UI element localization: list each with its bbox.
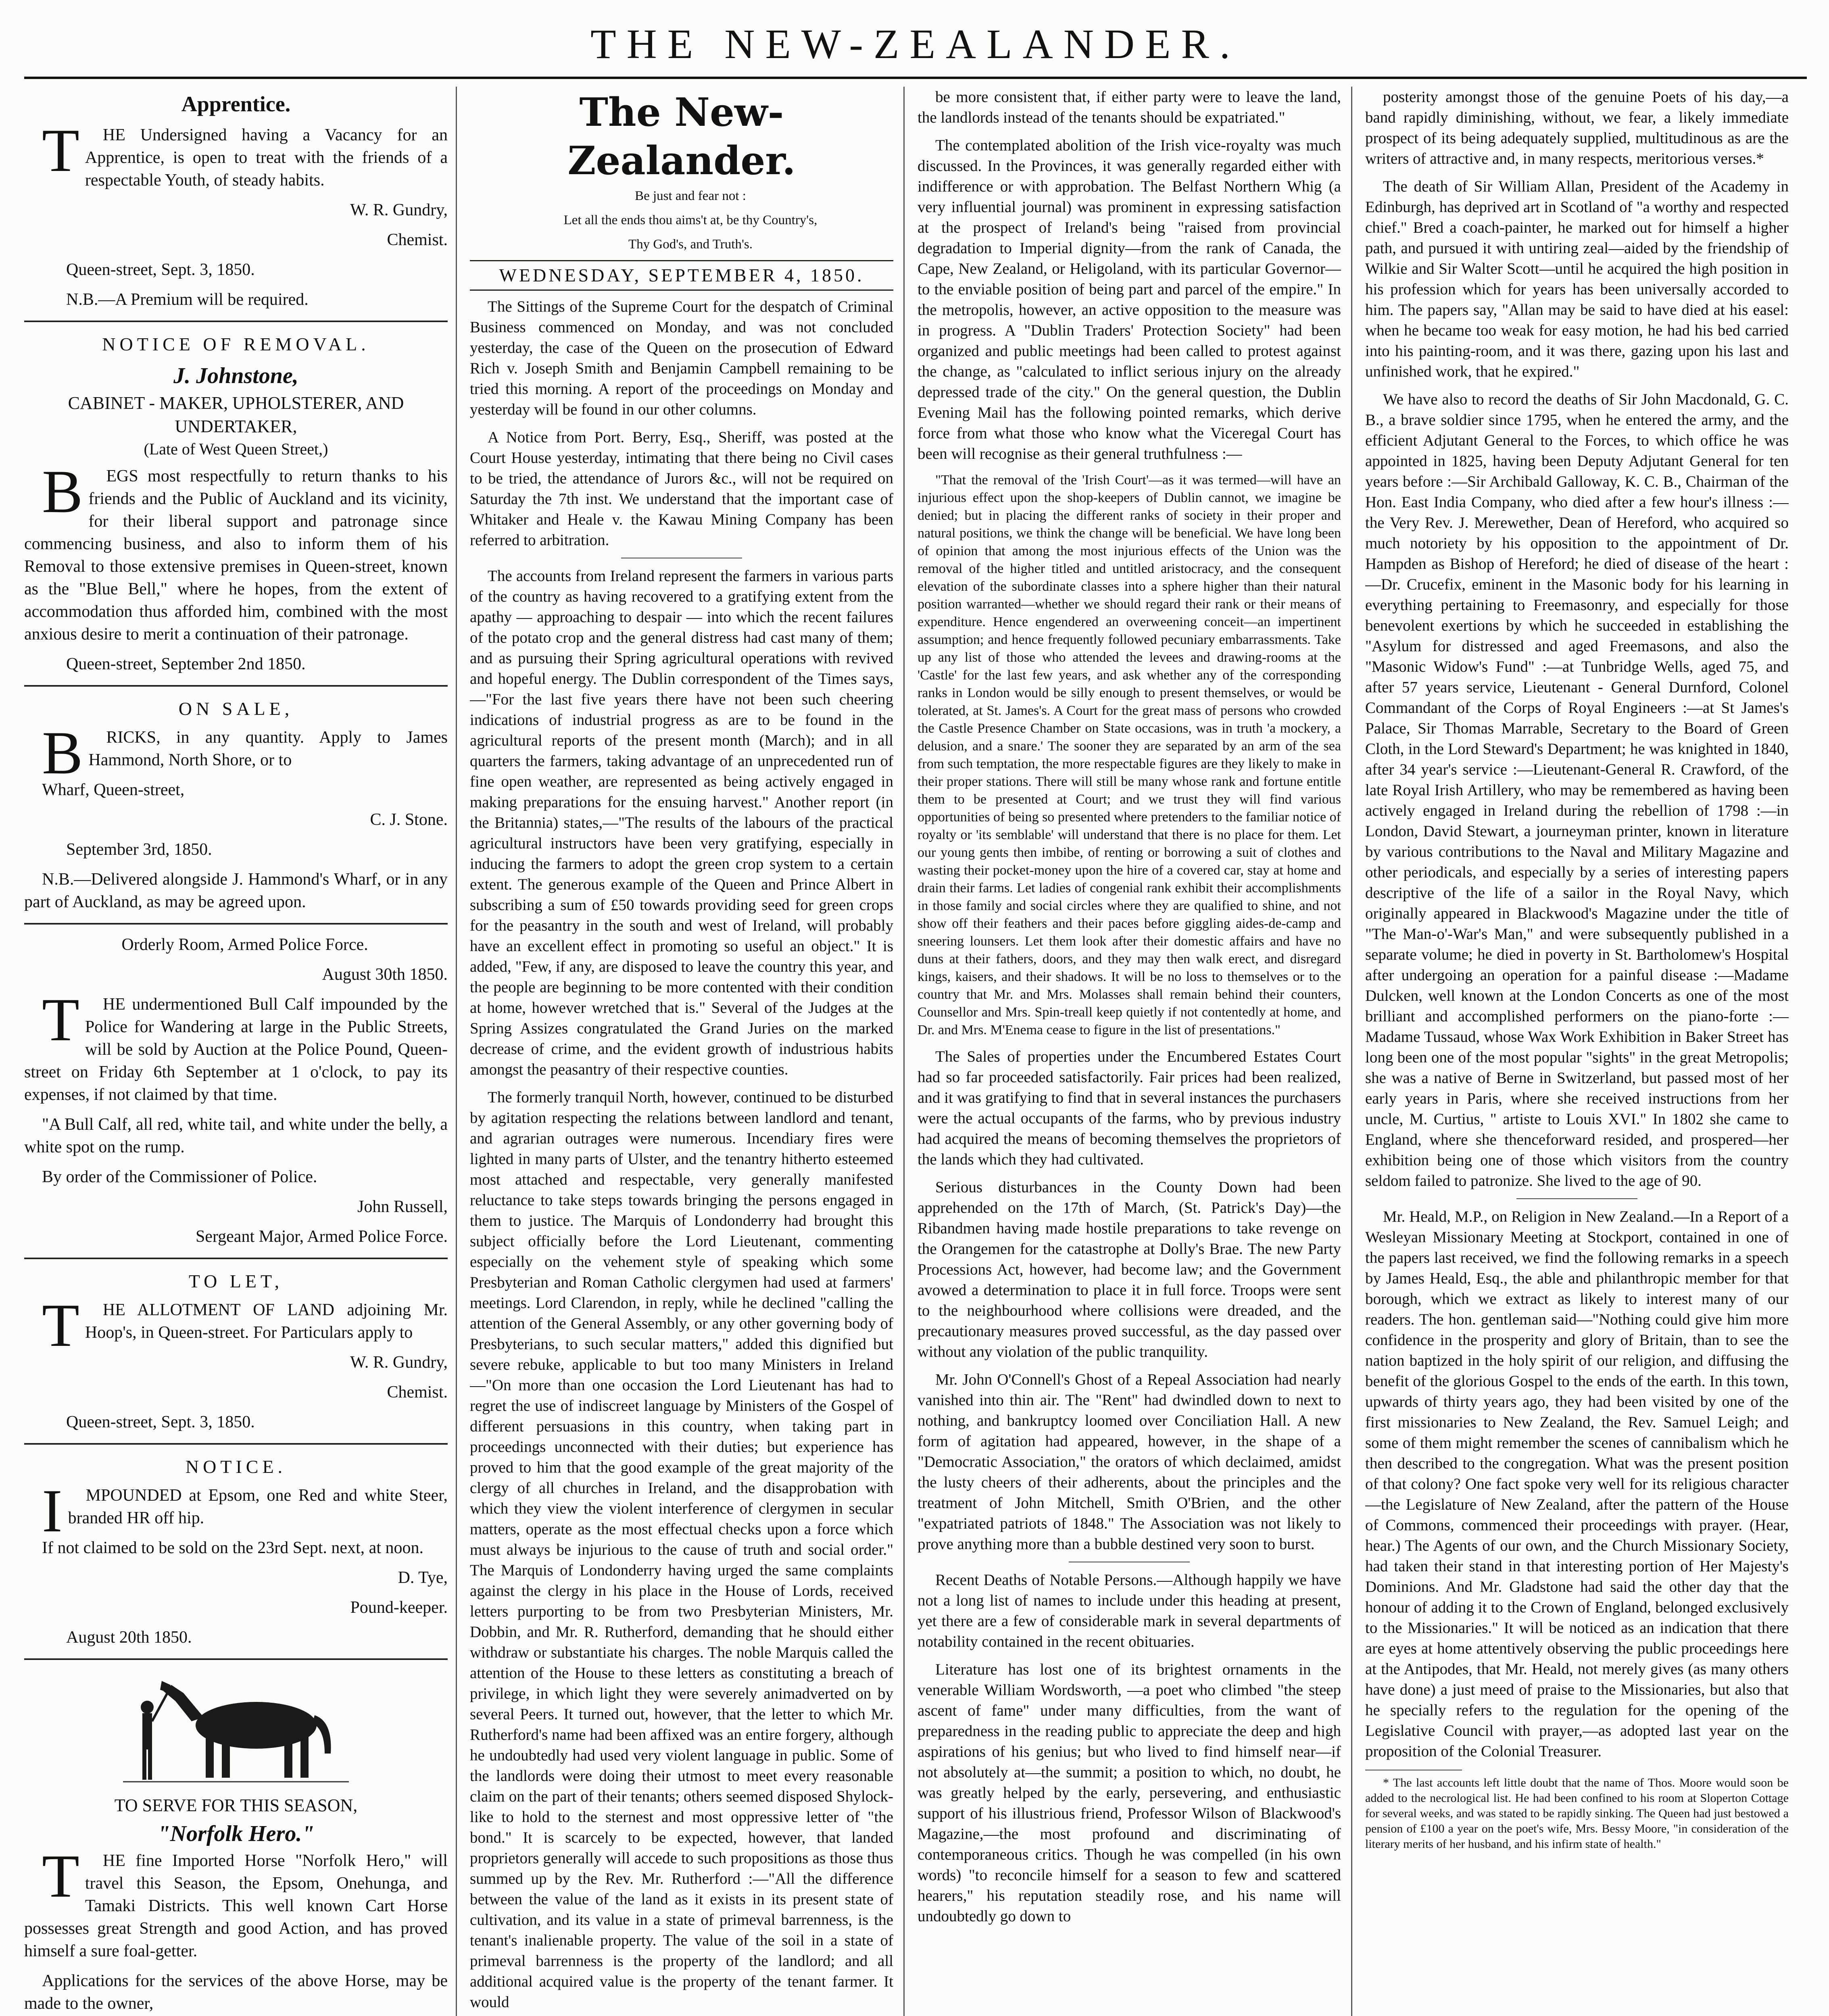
drop-cap: T bbox=[42, 986, 79, 1054]
ad-title: ON SALE, bbox=[178, 698, 294, 719]
drop-cap: T bbox=[42, 117, 79, 184]
ad-title: Apprentice. bbox=[181, 92, 291, 116]
ad-body bbox=[24, 1291, 448, 1359]
article-paragraph: The Sittings of the Supreme Court for the despatch of Criminal Business commenced on Monday, and was not concluded yesterday, the case of the Queen on the prosecution of Edward Rich v. Joseph Smith and Benjamin Campbell remaining to be tried this morning. A report of the proceedings on Monday and yesterday will be found in our other columns. bbox=[470, 298, 893, 418]
motto-line: Be just and fear not : bbox=[635, 189, 746, 203]
ad-trade: CABINET - MAKER, UPHOLSTERER, AND UNDERTAKER, bbox=[68, 393, 404, 436]
ad-title: NOTICE. bbox=[185, 1456, 287, 1477]
section-rule bbox=[1516, 1198, 1637, 1199]
ad-body bbox=[24, 1842, 448, 1962]
article-paragraph: Mr. Heald, M.P., on Religion in New Zealand.—In a Report of a Wesleyan Missionary Meeting at Stockport, contained in one of the papers last received, we find the following remarks in a speech by James Heald, Esq., the able and philanthropic member for that borough, which we extract as likely to interest many of our readers. The hon. gentleman said—"Nothing could give him more confidence in the prosperity and glory of Britain, than to see the nation baptized in the holy spirit of our religion, and diffusing the benefit of the glorious Gospel to the ends of the earth. In this town, upwards of thirty years ago, they had been visited by one of the first missionaries to New Zealand, the Rev. Samuel Leigh; and some of them might remember the scenes of cannibalism which he then described to the congregation. What was the present position of that colony? One fact spoke very well for its religious character—the Legislature of New Zealand, after the pattern of the House of Commons, commenced their proceedings with prayer. (Hear, hear.) The Agents of our own, and the Church Missionary Society, had taken their stand in that interesting portion of Her Majesty's Dominions. And Mr. Gladstone had said the other day that the honour of adding it to the Crown of England, belonged exclusively to the Missionaries." It will be noticed as an indication that there are eyes at home attentively observing the public proceedings here at the Antipodes, that Mr. Heald, not merely gives (as many others have done) a just meed of praise to the Missionaries, but also that he specially refers to the regulation for the opening of the Legislative Council with prayer,—as adopted last year on the proposition of the Colonial Treasurer. bbox=[1365, 1208, 1789, 1760]
ad-date: Queen-street, September 2nd 1850. bbox=[66, 655, 306, 673]
ad-note: N.B.—Delivered alongside J. Hammond's Wharf, or in any part of Auckland, as may be agreed upon. bbox=[24, 870, 448, 911]
ad-text: HE ALLOTMENT OF LAND adjoining Mr. Hoop's, in Queen-street. For Particulars apply to bbox=[85, 1301, 448, 1342]
drop-cap: B bbox=[42, 719, 83, 787]
ad-body bbox=[24, 1477, 448, 1545]
article-paragraph: The contemplated abolition of the Irish vice-royalty was much discussed. In the Provinces, it was generally regarded either with indifference or with approbation. The Belfast Northern Whig (a very influential journal) was prominent in expressing satisfaction at the prospect of Ireland's being "raised from provincial degradation to Imperial dignity—from the rank of Canada, the Cape, New Zealand, or Heligoland, with its particular Governor—to the enviable position of being part and parcel of the empire." In the metropolis, however, an active opposition to the measure was in progress. A "Dublin Traders' Protection Society" had been organized and public meetings had been called to protest against the change, as "calculated to inflict serious injury on the already depressed trade of the city." On the general question, the Dublin Evening Mail has the following pointed remarks, which derive force from what those who know what the Viceregal Court has been will recognise as their general truthfulness :— bbox=[918, 137, 1341, 462]
ad-police bbox=[24, 933, 448, 1248]
ad-body bbox=[24, 117, 448, 192]
ad-stallion bbox=[24, 1669, 448, 2016]
ad-order: By order of the Commissioner of Police. bbox=[42, 1168, 317, 1186]
ad-date: August 20th 1850. bbox=[66, 1628, 192, 1647]
footnote: * The last accounts left little doubt that the name of Thos. Moore would soon be added to the necrological list. He had been confined to his room at Sloperton Cottage for several weeks, and was stated to be rapidly sinking. The Queen had just bestowed a pension of £100 a year on the poet's wife, Mrs. Bessy Moore, "in consideration of the literary merits of her husband, and his infirm state of health." bbox=[1365, 1776, 1789, 1851]
article-paragraph: We have also to record the deaths of Sir John Macdonald, G. C. B., a brave soldier since 1795, when he entered the army, and the efficient Adjutant General to the Forces, to which office he was appointed in 1825, having been Deputy Adjutant General for ten years before :—Sir Archibald Galloway, K. C. B., Chairman of the Hon. East India Company, who died after a few hour's illness :—the Very Rev. J. Merewether, Dean of Hereford, who acquired so much notoriety by his opposition to the appointment of Dr. Hampden as Bishop of Hereford; he died of disease of the heart :—Dr. Crucefix, eminent in the Masonic body for his learning in everything pertaining to Freemasonry, and especially for those benevolent exertions by which he succeeded in establishing the "Asylum for distressed and aged Freemasons, and also the "Masonic Widow's Fund" :—at Tunbridge Wells, aged 75, and after 57 years service, Lieutenant - General Durnford, Colonel Commandant of the Corps of Royal Engineers :—at St James's Palace, Sir Thomas Marrable, Secretary to the Board of Green Cloth, in the Lord Steward's Department; he was knighted in 1840, after 34 year's service :—Lieutenant-General R. Crawford, of the late Royal Irish Artillery, who may be remembered as having been actively engaged in Ireland during the rebellion of 1798 :—in London, David Stewart, a journeyman printer, known in literature by various contributions to the Naval and Military Magazine and other periodicals, and especially by a series of interesting papers descriptive of the life of a sailor in the Royal Navy, which originally appeared in Blackwood's Magazine under the title of "The Man-o'-War's Man," and were subsequently published in a separate volume; he died in poverty in St. Bartholomew's Hospital after undergoing an operation for a painful disease :—Madame Dulcken, well known at the London Concerts as one of the most brilliant and accomplished performers on the piano-forte :—Madame Tussaud, whose Wax Work Exhibition in Baker Street has long been one of the most popular "sights" in the great Metropolis; she was a native of Berne in Switzerland, but passed most of her early years in Paris, where she received instructions from her uncle, M. Curtius, " artiste to Louis XVI." In 1802 she came to England, where she thenceforward resided, and prospered—her exhibition being one of those which visitors from the country seldom failed to patronize. She lived to the age of 90. bbox=[1365, 391, 1789, 1189]
ad-signature: W. R. Gundry, bbox=[350, 201, 448, 219]
ad-body-2: If not claimed to be sold on the 23rd Sept. next, at noon. bbox=[42, 1539, 423, 1557]
ad-body bbox=[24, 719, 448, 787]
ad-signature: C. J. Stone. bbox=[370, 810, 448, 829]
paper-title: The New-Zealander. bbox=[567, 90, 796, 183]
section-rule bbox=[24, 1443, 448, 1445]
article-paragraph: The accounts from Ireland represent the farmers in various parts of the country as having recovered to a gratifying extent from the apathy — approaching to despair — into which the recent failures of the potato crop and the general distress had cast many of them; and as pursuing their Spring agricultural operations with revived and hopeful energy. The Dublin correspondent of the Times says,—"For the last five years there have not been such cheering indications of industrial progress as are to be found in the agricultural reports of the present month (March); and in all quarters the farmers, taking advantage of an unprecedented run of fine open weather, are represented as being actively engaged in making preparations for the ensuing harvest." Another report (in the Britannia) states,—"The results of the labours of the practical agricultural instructors have been very gratifying, especially in inducing the farmers to adopt the green crop system to a certain extent. The generous example of the Queen and Prince Albert in subscribing a sum of £50 towards providing seed for green crops for the peasantry in the south and west of Ireland, will probably have an excellent effect in promoting so useful an object." It is added, "Few, if any, are disposed to leave the country this year, and the people are beginning to be more contented with their condition at home, however wretched that is." Several of the Judges at the Spring Assizes congratulated the Grand Juries on the marked decrease of crime, and the evident growth of industrious habits amongst the peasantry of their respective counties. bbox=[470, 567, 893, 1078]
ad-signature-role: Sergeant Major, Armed Police Force. bbox=[195, 1227, 448, 1246]
ad-signature: D. Tye, bbox=[398, 1568, 448, 1587]
column-news bbox=[918, 87, 1341, 2016]
ad-title: TO LET, bbox=[188, 1271, 284, 1291]
ad-text: RICKS, in any quantity. Apply to James Hammond, North Shore, or to bbox=[88, 728, 448, 769]
ad-signature-role: Chemist. bbox=[387, 1383, 448, 1402]
article-paragraph: Recent Deaths of Notable Persons.—Although happily we have not a long list of names to include under this heading at present, yet there are a few of considerable mark in several departments of notability contained in the recent obituaries. bbox=[918, 1571, 1341, 1650]
column-divider bbox=[1351, 87, 1352, 2016]
ad-notice-impounded bbox=[24, 1454, 448, 1649]
ad-removal bbox=[24, 331, 448, 675]
ad-text: HE Undersigned having a Vacancy for an Apprentice, is open to treat with the friends of a respectable Youth, of steady habits. bbox=[85, 126, 448, 190]
ad-body bbox=[24, 986, 448, 1106]
ad-body bbox=[24, 458, 448, 646]
ad-former-address: (Late of West Queen Street,) bbox=[144, 440, 328, 458]
ad-signature: John Russell, bbox=[357, 1198, 448, 1216]
ad-date: September 3rd, 1850. bbox=[66, 840, 212, 859]
horse-illustration bbox=[123, 1669, 349, 1790]
ad-signature-role: Chemist. bbox=[387, 231, 448, 249]
article-paragraph: The formerly tranquil North, however, continued to be disturbed by agitation respecting the relations between landlord and tenant, and agrarian outrages were numerous. Incendiary fires were lighted in many parts of Ulster, and the tenantry hitherto esteemed most attached and respectable, very generally manifested reluctance to take steps towards bringing the persons engaged in them to justice. The Marquis of Londonderry had brought this subject officially before the Lord Lieutenant, commenting especially on the vehement style of speaking which some Presbyterian and Roman Catholic clergymen had used at farmers' meetings. Lord Clarendon, in reply, while he declined "calling the attention of the General Assembly, or any other governing body of Presbyterians, to such secular matters," added this dignified but severe rebuke, applicable to but too many Ministers in Ireland —"On more than one occasion the Lord Lieutenant has had to regret the use of indiscreet language by Ministers of the Gospel of different persuasions in this country, when taking part in proceedings unconnected with their duties; but experience has proved to him that the good example of the great majority of the clergy of all churches in Ireland, and the disapprobation with which they view the violent interference of clergymen in secular matters, operate as the most effectual checks upon a force which must always be injurious to the cause of truth and social order." The Marquis of Londonderry having urged the same complaints against the clergy in his place in the House of Lords, received letters purporting to be from two Presbyterian Ministers, Mr. Dobbin, and Mr. R. Rutherford, demanding that he should either withdraw or substantiate his charges. The noble Marquis called the attention of the House to these letters as constituting a breach of privilege, in which light they were severely animadverted on by several Peers. It turned out, however, that the letter to which Mr. Rutherford's name had been affixed was an entire forgery, although he undoubtedly had used very violent language in public. Some of the landlords were doing their utmost to meet every reasonable claim on the part of their tenants; others seemed disposed Shylock-like to hold to the sternest and most oppressive letter of "the bond." It is scarcely to be expected, however, that landed proprietors generally will accede to such propositions as those thus summed up by the Rev. Mr. Rutherford :—"All the difference between the value of the land as it exists in its present state of cultivation, and its value in a state of primeval barrenness, is the tenant's inalienable property. The value of the soil in a state of primeval barrenness is the property of the landlord; and all additional acquired value is the property of the tenant farmer. It would bbox=[470, 1089, 893, 2011]
ad-horse-name: "Norfolk Hero." bbox=[157, 1821, 315, 1846]
article-paragraph: Literature has lost one of its brightest ornaments in the venerable William Wordsworth, —a poet who climbed "the steep ascent of fame" under many difficulties, from the want of preparedness in the reading public to appreciate the deep and high aspirations of his genius; but who lived to find himself near—if not absolutely at—the summit; a position to which, no doubt, he was greatly helped by the early, persevering, and enthusiastic support of his illustrious friend, Professor Wilson of Blackwood's Magazine,—the most profound and discriminating of contemporaneous critics. Though he was compelled (in his own words) "to reconcile himself for a season to few and scattered hearers," his reputation steadily rose, and his name will undoubtedly go down to bbox=[918, 1661, 1341, 1925]
ad-office: Orderly Room, Armed Police Force. bbox=[121, 935, 368, 954]
ad-name: J. Johnstone, bbox=[173, 363, 298, 388]
section-rule bbox=[24, 1258, 448, 1259]
ad-text: EGS most respectfully to return thanks to his friends and the Public of Auckland and its vicinity, for their liberal support and patronage since commencing business, and also to inform them of his Removal to those extensive premises in Queen-street, known as the "Blue Bell," where he hopes, from the extent of accommodation thus afforded him, combined with the most anxious desire to merit a continuation of their patronage. bbox=[24, 467, 448, 644]
motto-line: Thy God's, and Truth's. bbox=[628, 237, 753, 252]
column-obituaries bbox=[1365, 87, 1789, 2016]
article-paragraph: The Sales of properties under the Encumbered Estates Court had so far proceeded satisfactorily. Fair prices had been realized, and it was gratifying to find that in several instances the purchasers were the actual occupants of the farms, who by previous industry had acquired the means of becoming themselves the proprietors of the lands which they had cultivated. bbox=[918, 1048, 1341, 1168]
section-rule bbox=[24, 685, 448, 687]
article-paragraph: The death of Sir William Allan, President of the Academy in Edinburgh, has deprived art in Scotland of "a worthy and respected chief." Bred a coach-painter, he marked out for himself a higher path, and pursued it with untiring zeal—aided by the friendship of Wilkie and Sir Walter Scott—until he acquired the high position in his profession which for years has been universally accorded to him. The papers say, "Allan may be said to have died at his easel: when he became too weak for easy motion, he had his bed carried into his painting-room, and it was there, gazing upon his last and unfinished work, that he expired." bbox=[1365, 178, 1789, 380]
masthead: THE NEW-ZEALANDER. bbox=[590, 21, 1241, 67]
ad-text: MPOUNDED at Epsom, one Red and white Steer, branded HR off hip. bbox=[68, 1486, 448, 1527]
column-advertisements bbox=[24, 87, 448, 2016]
issue-date: WEDNESDAY, SEPTEMBER 4, 1850. bbox=[470, 260, 893, 291]
ad-note: N.B.—A Premium will be required. bbox=[66, 290, 309, 309]
ad-item: "A Bull Calf, all red, white tail, and white under the belly, a white spot on the rump. bbox=[24, 1115, 448, 1156]
drop-cap: T bbox=[42, 1291, 79, 1359]
ad-heading: TO SERVE FOR THIS SEASON, bbox=[114, 1795, 358, 1815]
ad-sale bbox=[24, 696, 448, 913]
ad-body-2: Applications for the services of the above Horse, may be made to the owner, bbox=[24, 1972, 448, 2013]
drop-cap: I bbox=[42, 1477, 63, 1545]
ad-title: NOTICE OF REMOVAL. bbox=[102, 334, 370, 354]
article-paragraph: posterity amongst those of the genuine Poets of his day,—a band rapidly diminishing, without, we fear, a likely immediate prospect of its being adequately supplied, multitudinous as are the writers of attractive and, in many respects, meritorious verses.* bbox=[1365, 88, 1789, 167]
section-rule bbox=[24, 923, 448, 925]
article-paragraph: Mr. John O'Connell's Ghost of a Repeal Association had nearly vanished into thin air. The "Rent" had dwindled down to next to nothing, and bankruptcy loomed over Conciliation Hall. A new form of agitation had appeared, however, in the shape of a "Democratic Association," the orators of which declaimed, amidst the lusty cheers of their adherents, about the principles and the treatment of John Mitchell, Smith O'Brien, and the other "expatriated patriots of 1848." The Association was not likely to prove anything more than a bubble destined very soon to burst. bbox=[918, 1371, 1341, 1553]
section-rule bbox=[24, 321, 448, 322]
motto-line: Let all the ends thou aims't at, be thy Country's, bbox=[563, 213, 818, 227]
ad-apprentice bbox=[24, 90, 448, 311]
column-divider bbox=[456, 87, 457, 2016]
article-paragraph: Serious disturbances in the County Down had been apprehended on the 17th of March, (St. Patrick's Day)—the Ribandmen having made hostile preparations to take revenge on the Orangemen for the catastrophe at Dolly's Brae. The new Party Processions Act, however, had become law; and the Government avowed a determination to place it in full force. Troops were sent to the neighbourhood where collisions were dreaded, and the precautionary measures proved successful, as the day passed over without any violation of the public tranquility. bbox=[918, 1179, 1341, 1360]
masthead-rule bbox=[24, 77, 1807, 79]
quoted-extract: "That the removal of the 'Irish Court'—as it was termed—will have an injurious effect upon the shop-keepers of Dublin cannot, we imagine be denied; but in placing the different ranks of society in their proper and natural positions, we think the change will be beneficial. We have long been of opinion that among the most injurious effects of the Union was the removal of the higher titled and untitled aristocracy, and the consequent elevation of the subordinate classes into a sphere higher than their natural position warranted—whether we should regard their rank or their means of expenditure. Hence engendered an overweening conceit—an impertinent assumption; and hence frequently followed pecuniary embarrassments. Take up any list of those who attended the levees and drawing-rooms at the 'Castle' for the last few years, and ask whether any of the corresponding ranks in London would be silly enough to present themselves, or would be tolerated, at St. James's. A Court for the great mass of persons who crowded the Castle Presence Chamber on State occasions, was in truth 'a mockery, a delusion, and a snare.' The sooner they are separated by an arm of the sea from such temptation, the more respectable figures are they likely to make in their proper stations. There will still be many whose rank and fortune entitle them to be presented at Court; and we trust they will find various opportunities of being so presented where pretenders to the familiar notice of royalty or 'its semblable' will understand that there is no place for them. Let our young gents then imbibe, of renting or borrowing a suit of clothes and wasting their pocket-money upon the hire of a covered car, stay at home and drain their farms. Let ladies of congenial rank exhibit their accomplishments in those family and social circles where they are qualified to shine, and not show off their feathers and their paces before giggling aides-de-camp and sneering lounsers. Let them look after their domestic affairs and have no duns at their fathers, doors, and they may then walk erect, and disregard kings, kaisers, and their shadows. It will be no loss to themselves or to the country that Mr. and Mrs. Molasses shall remain behind their counters, Counsellor and Mrs. Spin-treall keep quietly if not contentedly at home, and Dr. and Mrs. M'Enema cease to figure in the list of presentations." bbox=[918, 473, 1341, 1037]
ad-date: Queen-street, Sept. 3, 1850. bbox=[66, 260, 255, 279]
ad-to-let bbox=[24, 1268, 448, 1433]
ad-date: Queen-street, Sept. 3, 1850. bbox=[66, 1413, 255, 1431]
column-editorial bbox=[470, 87, 893, 2016]
ad-signature: W. R. Gundry, bbox=[350, 1353, 448, 1372]
ad-text: HE fine Imported Horse "Norfolk Hero," will travel this Season, the Epsom, Onehunga, and Tamaki Districts. This well known Cart Horse possesses great Strength and good Action, and has proved himself a sure foal-getter. bbox=[24, 1851, 448, 1960]
drop-cap: B bbox=[42, 458, 83, 525]
ad-signature-role: Pound-keeper. bbox=[350, 1598, 448, 1617]
ad-line: Wharf, Queen-street, bbox=[42, 781, 185, 799]
drop-cap: T bbox=[42, 1842, 79, 1910]
article-paragraph: A Notice from Port. Berry, Esq., Sheriff, was posted at the Court House yesterday, intimating that there being no Civil cases to be tried, the attendance of Jurors &c., will not be required on Saturday the 7th inst. We understand that the important case of Whitaker and Heale v. the Kawau Mining Company has been referred to arbitration. bbox=[470, 429, 893, 549]
ad-date: August 30th 1850. bbox=[322, 965, 448, 984]
article-paragraph: be more consistent that, if either party were to leave the land, the landlords instead of the tenants should be expatriated." bbox=[918, 88, 1341, 126]
column-divider bbox=[903, 87, 905, 2016]
ad-text: HE undermentioned Bull Calf impounded by the Police for Wandering at large in the Public Streets, will be sold by Auction at the Police Pound, Queen-street on Friday 6th September at 1 o'clock, to pay its expenses, if not claimed by that time. bbox=[24, 995, 448, 1104]
section-rule bbox=[24, 1658, 448, 1660]
